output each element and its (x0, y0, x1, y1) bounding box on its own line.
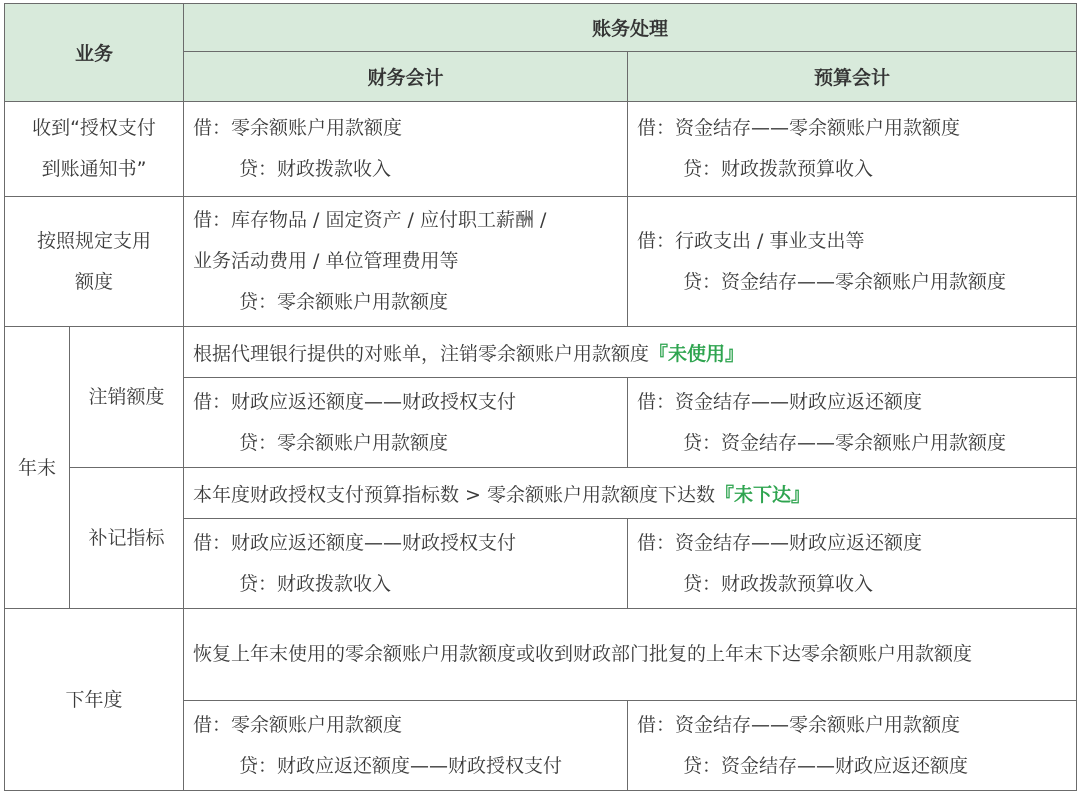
entry-credit: 贷：财政应返还额度——财政授权支付 (239, 754, 563, 777)
entry-debit: 借：库存物品 / 固定资产 / 应付职工薪酬 / (193, 209, 547, 231)
row-label-supplement: 补记指标 (70, 468, 184, 609)
receive-budget-entry (628, 102, 1077, 197)
receive-label-line1: 收到“授权支付 (32, 117, 156, 139)
entry-debit: 借：资金结存——零余额账户用款额度 (637, 713, 961, 736)
entry-debit: 借：行政支出 / 事业支出等 (637, 229, 865, 252)
accounting-table (4, 3, 1077, 791)
row-label-use (5, 197, 184, 327)
entry-credit: 贷：资金结存——零余额账户用款额度 (683, 431, 1007, 454)
use-financial-entry (184, 197, 628, 327)
entry-credit: 贷：财政拨款收入 (239, 158, 392, 180)
supplement-note-tag: 『未下达』 (715, 483, 811, 506)
use-label-line1: 按照规定支用 (37, 229, 152, 252)
next-year-budget-entry (628, 701, 1077, 791)
entry-credit: 贷：财政拨款预算收入 (683, 572, 874, 595)
row-label-receive (5, 102, 184, 197)
row-label-cancel: 注销额度 (70, 327, 184, 468)
entry-debit: 借：财政应返还额度——财政授权支付 (193, 531, 517, 554)
entry-credit: 贷：资金结存——财政应返还额度 (683, 754, 969, 777)
supplement-note-text: 本年度财政授权支付预算指标数 > 零余额账户用款额度下达数 (193, 483, 716, 506)
cancel-financial-entry (184, 378, 628, 468)
entry-credit: 贷：资金结存——零余额账户用款额度 (683, 270, 1007, 293)
entry-debit: 借：资金结存——零余额账户用款额度 (637, 117, 961, 139)
entry-debit: 借：零余额账户用款额度 (193, 117, 403, 139)
entry-debit: 借：零余额账户用款额度 (193, 713, 403, 736)
supplement-note (184, 468, 1077, 519)
financial-accounting-header: 财务会计 (184, 52, 628, 102)
use-label-line2: 额度 (75, 270, 114, 293)
entry-credit: 贷：零余额账户用款额度 (239, 431, 449, 454)
row-label-year-end: 年末 (5, 327, 70, 609)
cancel-budget-entry (628, 378, 1077, 468)
entry-credit: 贷：财政拨款预算收入 (683, 158, 874, 180)
business-header: 业务 (5, 4, 184, 102)
entry-debit: 借：资金结存——财政应返还额度 (637, 531, 923, 554)
receive-financial-entry (184, 102, 628, 197)
entry-debit: 借：财政应返还额度——财政授权支付 (193, 390, 517, 413)
row-label-next-year: 下年度 (5, 609, 184, 791)
cancel-note-tag: 『未使用』 (649, 342, 745, 365)
processing-header: 账务处理 (184, 4, 1077, 52)
next-year-financial-entry (184, 701, 628, 791)
entry-credit: 贷：财政拨款收入 (239, 572, 392, 595)
cancel-note (184, 327, 1077, 378)
use-budget-entry (628, 197, 1077, 327)
entry-credit: 贷：零余额账户用款额度 (239, 291, 449, 313)
supplement-financial-entry (184, 519, 628, 609)
cancel-note-text: 根据代理银行提供的对账单，注销零余额账户用款额度 (193, 342, 650, 365)
entry-debit: 借：资金结存——财政应返还额度 (637, 390, 923, 413)
supplement-budget-entry (628, 519, 1077, 609)
entry-debit-continued: 业务活动费用 / 单位管理费用等 (193, 250, 459, 272)
receive-label-line2: 到账通知书” (41, 158, 147, 180)
next-year-note: 恢复上年末使用的零余额账户用款额度或收到财政部门批复的上年末下达零余额账户用款额度 (184, 609, 1077, 701)
budget-accounting-header: 预算会计 (628, 52, 1077, 102)
